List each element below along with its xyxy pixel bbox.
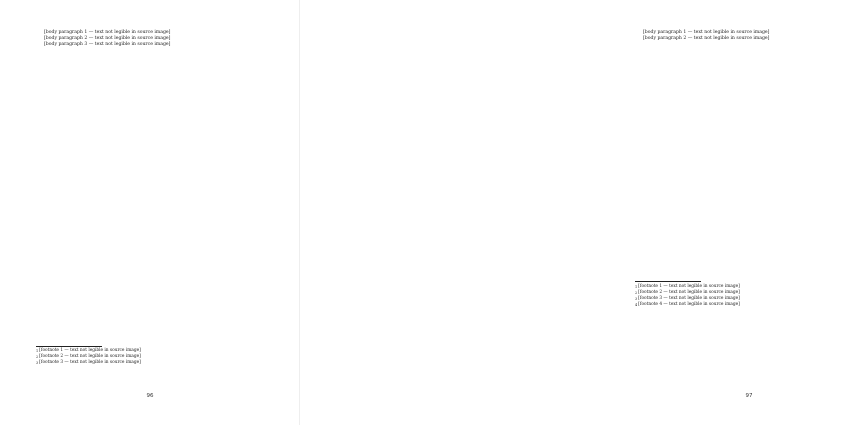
footnote-mark: 3 — [635, 297, 638, 301]
footnote-text: [footnote 3 — text not legible in source image] — [638, 296, 740, 301]
paragraph: [body paragraph 1 — text not legible in source image] — [643, 30, 770, 35]
footnote-mark: 1 — [36, 349, 39, 353]
left-page — [0, 0, 300, 425]
footnote-mark: 4 — [635, 303, 638, 307]
left-body-text — [36, 30, 264, 341]
footnote-text: [footnote 2 — text not legible in source image] — [638, 290, 740, 295]
paragraph: [body paragraph 2 — text not legible in source image] — [643, 36, 770, 42]
right-body-text — [635, 30, 865, 276]
right-footnotes — [635, 284, 865, 378]
footnote-divider — [635, 281, 701, 282]
footnote-text: [footnote 2 — text not legible in source image] — [39, 354, 141, 359]
paragraph: [body paragraph 3 — text not legible in source image] — [44, 42, 171, 48]
footnote-text: [footnote 1 — text not legible in source image] — [39, 348, 141, 353]
footnote-divider — [36, 346, 102, 347]
footnote-mark: 2 — [635, 291, 638, 295]
page-number: 96 — [146, 393, 154, 399]
page-number: 97 — [745, 393, 753, 399]
footnote-text: [footnote 3 — text not legible in source image] — [39, 360, 141, 365]
footnote — [635, 302, 865, 308]
paragraph: [body paragraph 2 — text not legible in source image] — [44, 36, 171, 42]
paragraph: [body paragraph 1 — text not legible in source image] — [44, 30, 171, 35]
footnote — [36, 360, 264, 366]
right-page — [300, 0, 770, 425]
left-footnotes — [36, 348, 264, 372]
footnote-mark: 2 — [36, 355, 39, 359]
footnote-text: [footnote 1 — text not legible in source image] — [638, 284, 740, 289]
footnote-mark: 3 — [36, 361, 39, 365]
footnote-mark: 1 — [635, 285, 638, 289]
footnote-text: [footnote 4 — text not legible in source image] — [638, 302, 740, 307]
